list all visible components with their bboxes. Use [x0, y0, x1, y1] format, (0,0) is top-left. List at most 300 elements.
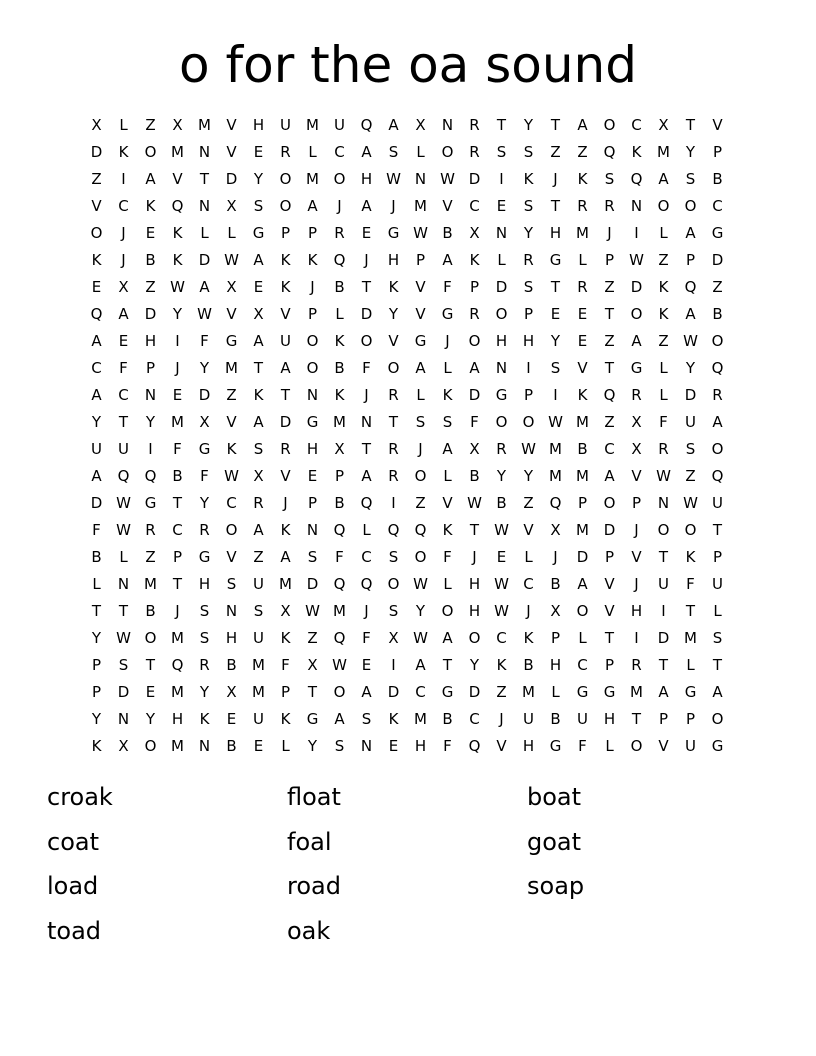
grid-cell: F: [686, 575, 695, 593]
grid-cell: X: [550, 602, 561, 620]
grid-cell: R: [496, 440, 507, 458]
grid-cell: D: [117, 683, 130, 701]
grid-cell: N: [306, 386, 319, 404]
grid-cell: C: [712, 197, 723, 215]
grid-cell: A: [253, 521, 264, 539]
grid-cell: Y: [91, 413, 102, 431]
grid-cell: T: [118, 602, 129, 620]
grid-cell: T: [253, 359, 264, 377]
grid-cell: V: [91, 197, 102, 215]
grid-cell: B: [91, 548, 102, 566]
grid-cell: X: [91, 116, 102, 134]
grid-cell: S: [523, 197, 534, 215]
grid-cell: O: [333, 170, 346, 188]
grid-cell: Z: [253, 548, 264, 566]
grid-cell: P: [307, 305, 318, 323]
grid-cell: I: [634, 224, 639, 242]
grid-cell: T: [658, 656, 669, 674]
grid-cell: G: [495, 386, 508, 404]
grid-cell: Q: [549, 494, 562, 512]
grid-cell: A: [361, 197, 372, 215]
grid-cell: E: [145, 683, 156, 701]
grid-cell: J: [310, 278, 315, 296]
grid-cell: O: [522, 413, 535, 431]
grid-cell: L: [659, 386, 668, 404]
grid-cell: F: [659, 413, 668, 431]
grid-cell: Z: [226, 386, 237, 404]
word-list-item: oak: [287, 916, 331, 945]
grid-cell: U: [658, 575, 669, 593]
grid-cell: S: [388, 602, 399, 620]
letter-grid: [83, 112, 731, 760]
grid-cell: C: [469, 197, 480, 215]
grid-cell: Y: [307, 737, 318, 755]
word-list-item: croak: [47, 783, 113, 811]
grid-cell: B: [145, 602, 156, 620]
grid-cell: U: [712, 575, 723, 593]
grid-cell: B: [226, 737, 237, 755]
grid-cell: V: [631, 467, 642, 485]
grid-cell: E: [145, 224, 156, 242]
grid-cell: S: [226, 575, 237, 593]
grid-cell: L: [443, 575, 452, 593]
grid-cell: W: [332, 656, 347, 674]
grid-cell: T: [91, 602, 102, 620]
grid-cell: Q: [333, 521, 346, 539]
grid-cell: D: [576, 548, 589, 566]
grid-cell: Z: [658, 251, 669, 269]
grid-cell: V: [577, 359, 588, 377]
grid-cell: C: [469, 710, 480, 728]
grid-cell: Z: [604, 278, 615, 296]
grid-cell: K: [496, 656, 507, 674]
grid-cell: L: [659, 359, 668, 377]
grid-cell: I: [526, 359, 531, 377]
grid-cell: X: [658, 116, 669, 134]
grid-cell: B: [550, 710, 561, 728]
grid-cell: A: [388, 116, 399, 134]
grid-cell: V: [280, 467, 291, 485]
grid-cell: Z: [145, 116, 156, 134]
grid-cell: M: [171, 737, 184, 755]
grid-cell: R: [388, 440, 399, 458]
grid-cell: U: [334, 116, 345, 134]
grid-cell: B: [523, 656, 534, 674]
grid-cell: U: [280, 332, 291, 350]
grid-cell: K: [631, 143, 642, 161]
grid-cell: U: [253, 710, 264, 728]
grid-cell: J: [121, 224, 126, 242]
grid-cell: P: [91, 656, 102, 674]
grid-cell: S: [253, 440, 264, 458]
grid-cell: T: [685, 602, 696, 620]
grid-cell: S: [361, 710, 372, 728]
grid-cell: S: [253, 197, 264, 215]
grid-cell: X: [172, 116, 183, 134]
grid-cell: W: [116, 521, 131, 539]
grid-cell: Q: [387, 521, 400, 539]
grid-cell: F: [173, 440, 182, 458]
grid-cell: B: [496, 494, 507, 512]
grid-cell: A: [334, 710, 345, 728]
grid-cell: K: [280, 251, 291, 269]
grid-cell: M: [171, 683, 184, 701]
word-list-item: load: [47, 872, 99, 900]
grid-cell: C: [577, 656, 588, 674]
grid-cell: H: [171, 710, 184, 728]
grid-cell: M: [333, 602, 346, 620]
grid-cell: L: [200, 224, 209, 242]
grid-cell: T: [280, 386, 291, 404]
grid-cell: B: [334, 359, 345, 377]
grid-cell: I: [391, 494, 396, 512]
grid-cell: N: [117, 710, 130, 728]
grid-cell: A: [253, 332, 264, 350]
grid-cell: M: [576, 413, 589, 431]
grid-cell: N: [225, 602, 238, 620]
grid-cell: K: [658, 278, 669, 296]
grid-cell: L: [227, 224, 236, 242]
grid-cell: W: [116, 629, 131, 647]
grid-cell: M: [225, 359, 238, 377]
grid-cell: M: [630, 683, 643, 701]
grid-cell: X: [118, 737, 129, 755]
grid-cell: W: [521, 440, 536, 458]
grid-cell: X: [199, 413, 210, 431]
grid-cell: A: [442, 440, 453, 458]
grid-cell: Y: [145, 413, 156, 431]
grid-cell: R: [469, 305, 480, 323]
grid-cell: I: [634, 629, 639, 647]
grid-cell: Q: [90, 305, 103, 323]
grid-cell: Z: [658, 332, 669, 350]
grid-cell: A: [415, 359, 426, 377]
grid-cell: J: [634, 521, 639, 539]
grid-cell: E: [307, 467, 318, 485]
grid-cell: H: [360, 170, 373, 188]
grid-cell: L: [443, 359, 452, 377]
grid-cell: A: [685, 224, 696, 242]
grid-cell: P: [577, 494, 588, 512]
grid-cell: S: [523, 278, 534, 296]
grid-cell: P: [550, 629, 561, 647]
grid-cell: O: [711, 440, 724, 458]
grid-cell: U: [577, 710, 588, 728]
grid-cell: Z: [415, 494, 426, 512]
grid-cell: O: [360, 332, 373, 350]
grid-cell: Y: [91, 710, 102, 728]
word-list-item: float: [287, 783, 341, 811]
grid-cell: L: [443, 467, 452, 485]
grid-cell: R: [334, 224, 345, 242]
grid-cell: R: [199, 521, 210, 539]
grid-cell: O: [144, 737, 157, 755]
grid-cell: S: [685, 440, 696, 458]
grid-cell: D: [90, 143, 103, 161]
grid-cell: O: [684, 521, 697, 539]
grid-cell: I: [391, 656, 396, 674]
grid-cell: X: [469, 440, 480, 458]
grid-cell: N: [360, 413, 373, 431]
grid-cell: J: [418, 440, 423, 458]
grid-cell: W: [224, 251, 239, 269]
grid-cell: I: [661, 602, 666, 620]
grid-cell: O: [144, 143, 157, 161]
grid-cell: S: [712, 629, 723, 647]
grid-cell: J: [445, 332, 450, 350]
grid-cell: A: [658, 170, 669, 188]
grid-cell: J: [391, 197, 396, 215]
grid-cell: W: [494, 575, 509, 593]
grid-cell: Q: [333, 251, 346, 269]
grid-cell: C: [172, 521, 183, 539]
grid-cell: F: [200, 332, 209, 350]
grid-cell: X: [280, 602, 291, 620]
grid-cell: P: [307, 494, 318, 512]
grid-cell: T: [550, 197, 561, 215]
grid-cell: W: [116, 494, 131, 512]
grid-cell: B: [577, 440, 588, 458]
grid-cell: A: [280, 548, 291, 566]
grid-cell: S: [685, 170, 696, 188]
word-list-item: soap: [527, 872, 585, 900]
grid-cell: B: [334, 278, 345, 296]
grid-cell: L: [524, 548, 533, 566]
grid-cell: M: [171, 143, 184, 161]
grid-cell: R: [631, 656, 642, 674]
grid-cell: J: [364, 386, 369, 404]
grid-cell: R: [145, 521, 156, 539]
grid-cell: K: [523, 170, 534, 188]
grid-cell: C: [604, 440, 615, 458]
grid-cell: D: [360, 305, 373, 323]
grid-cell: M: [198, 116, 211, 134]
grid-cell: R: [523, 251, 534, 269]
grid-cell: G: [198, 440, 211, 458]
grid-cell: O: [333, 683, 346, 701]
grid-cell: F: [92, 521, 101, 539]
grid-cell: K: [577, 170, 588, 188]
grid-cell: C: [118, 197, 129, 215]
grid-cell: J: [472, 548, 477, 566]
grid-cell: M: [171, 629, 184, 647]
grid-cell: O: [144, 629, 157, 647]
grid-cell: K: [658, 305, 669, 323]
grid-cell: F: [362, 359, 371, 377]
grid-cell: N: [360, 737, 373, 755]
grid-cell: Z: [307, 629, 318, 647]
grid-cell: K: [91, 737, 102, 755]
grid-cell: L: [308, 143, 317, 161]
grid-cell: N: [630, 197, 643, 215]
grid-cell: Q: [711, 359, 724, 377]
grid-cell: S: [415, 413, 426, 431]
grid-cell: E: [496, 548, 507, 566]
grid-cell: W: [440, 170, 455, 188]
grid-cell: L: [119, 116, 128, 134]
grid-cell: F: [335, 548, 344, 566]
grid-cell: V: [496, 737, 507, 755]
grid-cell: G: [441, 683, 454, 701]
grid-cell: U: [685, 413, 696, 431]
grid-cell: J: [175, 602, 180, 620]
grid-cell: G: [549, 737, 562, 755]
grid-cell: W: [224, 467, 239, 485]
grid-cell: R: [577, 278, 588, 296]
grid-cell: T: [307, 683, 318, 701]
grid-cell: S: [523, 143, 534, 161]
word-list-item: boat: [527, 783, 582, 811]
grid-cell: O: [468, 629, 481, 647]
grid-cell: H: [522, 332, 535, 350]
grid-cell: W: [170, 278, 185, 296]
grid-cell: H: [252, 116, 265, 134]
grid-cell: K: [172, 251, 183, 269]
grid-cell: F: [443, 737, 452, 755]
grid-cell: H: [549, 656, 562, 674]
grid-cell: C: [631, 116, 642, 134]
grid-cell: V: [280, 305, 291, 323]
grid-cell: L: [416, 143, 425, 161]
grid-cell: D: [306, 575, 319, 593]
grid-cell: H: [549, 224, 562, 242]
grid-cell: Y: [91, 629, 102, 647]
grid-cell: T: [361, 278, 372, 296]
grid-cell: Q: [360, 575, 373, 593]
grid-cell: E: [577, 332, 588, 350]
grid-cell: O: [657, 521, 670, 539]
grid-cell: K: [388, 278, 399, 296]
grid-cell: X: [118, 278, 129, 296]
grid-cell: E: [253, 143, 264, 161]
grid-cell: R: [388, 467, 399, 485]
grid-cell: V: [442, 197, 453, 215]
grid-cell: K: [469, 251, 480, 269]
grid-cell: P: [523, 386, 534, 404]
grid-cell: V: [415, 305, 426, 323]
grid-cell: Q: [711, 467, 724, 485]
grid-cell: G: [603, 683, 616, 701]
grid-cell: Q: [468, 737, 481, 755]
grid-cell: N: [495, 359, 508, 377]
grid-cell: A: [91, 332, 102, 350]
grid-cell: Z: [91, 170, 102, 188]
grid-cell: Z: [685, 467, 696, 485]
grid-cell: R: [199, 656, 210, 674]
grid-cell: I: [553, 386, 558, 404]
grid-cell: P: [91, 683, 102, 701]
grid-cell: G: [684, 683, 697, 701]
grid-cell: A: [91, 386, 102, 404]
grid-cell: H: [468, 602, 481, 620]
grid-cell: T: [712, 521, 723, 539]
grid-cell: H: [225, 629, 238, 647]
grid-cell: E: [91, 278, 102, 296]
grid-cell: A: [631, 332, 642, 350]
grid-cell: V: [226, 413, 237, 431]
grid-cell: W: [629, 251, 644, 269]
grid-cell: Q: [171, 656, 184, 674]
grid-cell: J: [499, 710, 504, 728]
grid-cell: A: [577, 575, 588, 593]
grid-cell: O: [711, 710, 724, 728]
grid-cell: D: [657, 629, 670, 647]
grid-cell: T: [388, 413, 399, 431]
grid-cell: C: [496, 629, 507, 647]
grid-cell: T: [172, 494, 183, 512]
grid-cell: I: [499, 170, 504, 188]
grid-cell: A: [91, 467, 102, 485]
grid-cell: A: [658, 683, 669, 701]
grid-cell: R: [469, 143, 480, 161]
grid-cell: Z: [145, 548, 156, 566]
grid-cell: E: [253, 737, 264, 755]
grid-cell: V: [172, 170, 183, 188]
grid-cell: L: [92, 575, 101, 593]
grid-cell: T: [712, 656, 723, 674]
grid-cell: U: [280, 116, 291, 134]
grid-cell: A: [712, 683, 723, 701]
grid-cell: Q: [603, 386, 616, 404]
grid-cell: E: [388, 737, 399, 755]
grid-cell: D: [495, 278, 508, 296]
grid-cell: N: [198, 143, 211, 161]
grid-cell: X: [469, 224, 480, 242]
grid-cell: O: [576, 602, 589, 620]
grid-cell: K: [118, 143, 129, 161]
grid-cell: R: [604, 197, 615, 215]
grid-cell: A: [415, 656, 426, 674]
grid-cell: I: [148, 440, 153, 458]
grid-cell: O: [711, 332, 724, 350]
grid-cell: O: [279, 170, 292, 188]
grid-cell: O: [603, 116, 616, 134]
grid-cell: Y: [550, 332, 561, 350]
word-list: [47, 775, 767, 953]
grid-cell: G: [387, 224, 400, 242]
grid-cell: S: [253, 602, 264, 620]
grid-cell: G: [711, 224, 724, 242]
grid-cell: P: [145, 359, 156, 377]
grid-cell: X: [631, 413, 642, 431]
grid-cell: J: [553, 170, 558, 188]
grid-cell: T: [685, 116, 696, 134]
grid-cell: Q: [630, 170, 643, 188]
grid-cell: L: [605, 737, 614, 755]
grid-cell: Z: [577, 143, 588, 161]
grid-cell: E: [550, 305, 561, 323]
grid-cell: D: [603, 521, 616, 539]
grid-cell: O: [441, 602, 454, 620]
grid-cell: A: [361, 683, 372, 701]
grid-cell: M: [549, 440, 562, 458]
grid-cell: M: [576, 467, 589, 485]
grid-cell: S: [307, 548, 318, 566]
grid-cell: V: [442, 494, 453, 512]
grid-cell: M: [549, 467, 562, 485]
grid-cell: O: [468, 332, 481, 350]
grid-cell: V: [226, 116, 237, 134]
grid-cell: M: [252, 656, 265, 674]
grid-cell: R: [658, 440, 669, 458]
grid-cell: F: [281, 656, 290, 674]
grid-cell: A: [253, 251, 264, 269]
grid-cell: C: [361, 548, 372, 566]
grid-cell: Y: [172, 305, 183, 323]
grid-cell: P: [712, 548, 723, 566]
grid-cell: D: [198, 386, 211, 404]
grid-cell: W: [656, 467, 671, 485]
